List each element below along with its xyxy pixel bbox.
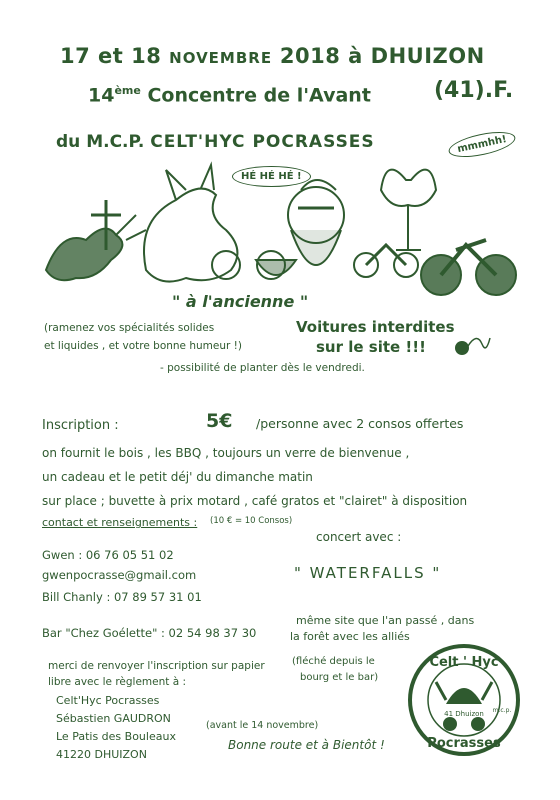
inscription-line-1: on fournit le bois , les BBQ , toujours un verre de bienvenue , <box>42 446 410 460</box>
logo-bottom-text: Pocrasses <box>427 736 501 751</box>
dragon-creature <box>144 189 237 282</box>
rat-creature <box>46 229 122 281</box>
inscription-line-2: un cadeau et le petit déj' du dimanche matin <box>42 470 313 484</box>
mail-instruction-2: libre avec le règlement à : <box>48 676 187 688</box>
signposted-line-1: (fléché depuis le <box>292 656 375 667</box>
deadline-note: (avant le 14 novembre) <box>206 720 319 731</box>
contact-bill: Bill Chanly : 07 89 57 31 01 <box>42 590 202 604</box>
speech-bubble-hehehe: HÉ HÉ HÉ ! <box>232 166 311 187</box>
club-name: CELT'HYC POCRASSES <box>150 132 375 152</box>
viking-helmet-icon <box>446 688 482 704</box>
price-detail: /personne avec 2 consos offertes <box>256 416 464 431</box>
cars-forbidden-text: Voitures interdites <box>296 318 455 336</box>
event-name: Concentre de l'Avant <box>147 84 371 107</box>
club-prefix: du M.C.P. <box>56 132 145 152</box>
price-note: (10 € = 10 Consos) <box>210 516 293 526</box>
a-l-ancienne-text: " à l'ancienne " <box>172 292 309 311</box>
edition-number: 14 <box>88 84 115 107</box>
inscription-line-3: sur place ; buvette à prix motard , café gratos et "clairet" à disposition <box>42 494 468 508</box>
contact-heading: contact et renseignements : <box>42 516 198 529</box>
contact-gwen: Gwen : 06 76 05 51 02 <box>42 548 174 562</box>
club-line <box>56 132 375 152</box>
motorcycle-wheel-left <box>212 251 240 279</box>
note-line-3: - possibilité de planter dès le vendredi. <box>160 362 365 374</box>
on-site-text: sur le site !!! <box>316 338 426 356</box>
contact-email: gwenpocrasse@gmail.com <box>42 568 197 582</box>
note-line-2: et liquides , et votre bonne humeur !) <box>44 340 242 352</box>
address-line-4: 41220 DHUIZON <box>56 748 147 761</box>
address-line-2: Sébastien GAUDRON <box>56 712 171 725</box>
location-line-2: la forêt avec les alliés <box>290 630 410 643</box>
event-title <box>88 84 371 106</box>
speech-bubble-mmmhh: mmmhh! <box>447 127 518 162</box>
logo-center-text: 41 Dhuizon <box>444 710 484 718</box>
month-text: NOVEMBRE <box>169 49 273 67</box>
dates-text: 17 et 18 <box>60 44 162 68</box>
price-text: 5€ <box>206 410 233 432</box>
location-line-1: même site que l'an passé , dans <box>296 614 475 627</box>
logo-top-text: Celt ' Hyc <box>429 655 499 670</box>
band-name: " WATERFALLS " <box>294 564 442 582</box>
signposted-line-2: bourg et le bar) <box>300 672 379 683</box>
department-text: (41).F. <box>434 78 514 103</box>
event-dates <box>60 44 485 68</box>
address-line-3: Le Patis des Bouleaux <box>56 730 176 743</box>
farewell-text: Bonne route et à Bientôt ! <box>228 738 385 752</box>
signature-scribble-icon <box>452 330 492 360</box>
fairy-creature <box>381 170 436 206</box>
inscription-label: Inscription : <box>42 418 119 433</box>
logo-side-text: m.c.p. <box>492 707 512 714</box>
year-place-text: 2018 à DHUIZON <box>279 44 485 68</box>
note-line-1: (ramenez vos spécialités solides <box>44 322 215 334</box>
contact-bar: Bar "Chez Goélette" : 02 54 98 37 30 <box>42 626 257 640</box>
address-line-1: Celt'Hyc Pocrasses <box>56 694 160 707</box>
edition-suffix: ème <box>114 84 141 97</box>
club-logo <box>406 642 522 758</box>
concert-label: concert avec : <box>316 530 402 544</box>
mail-instruction-1: merci de renvoyer l'inscription sur papier <box>48 660 265 672</box>
